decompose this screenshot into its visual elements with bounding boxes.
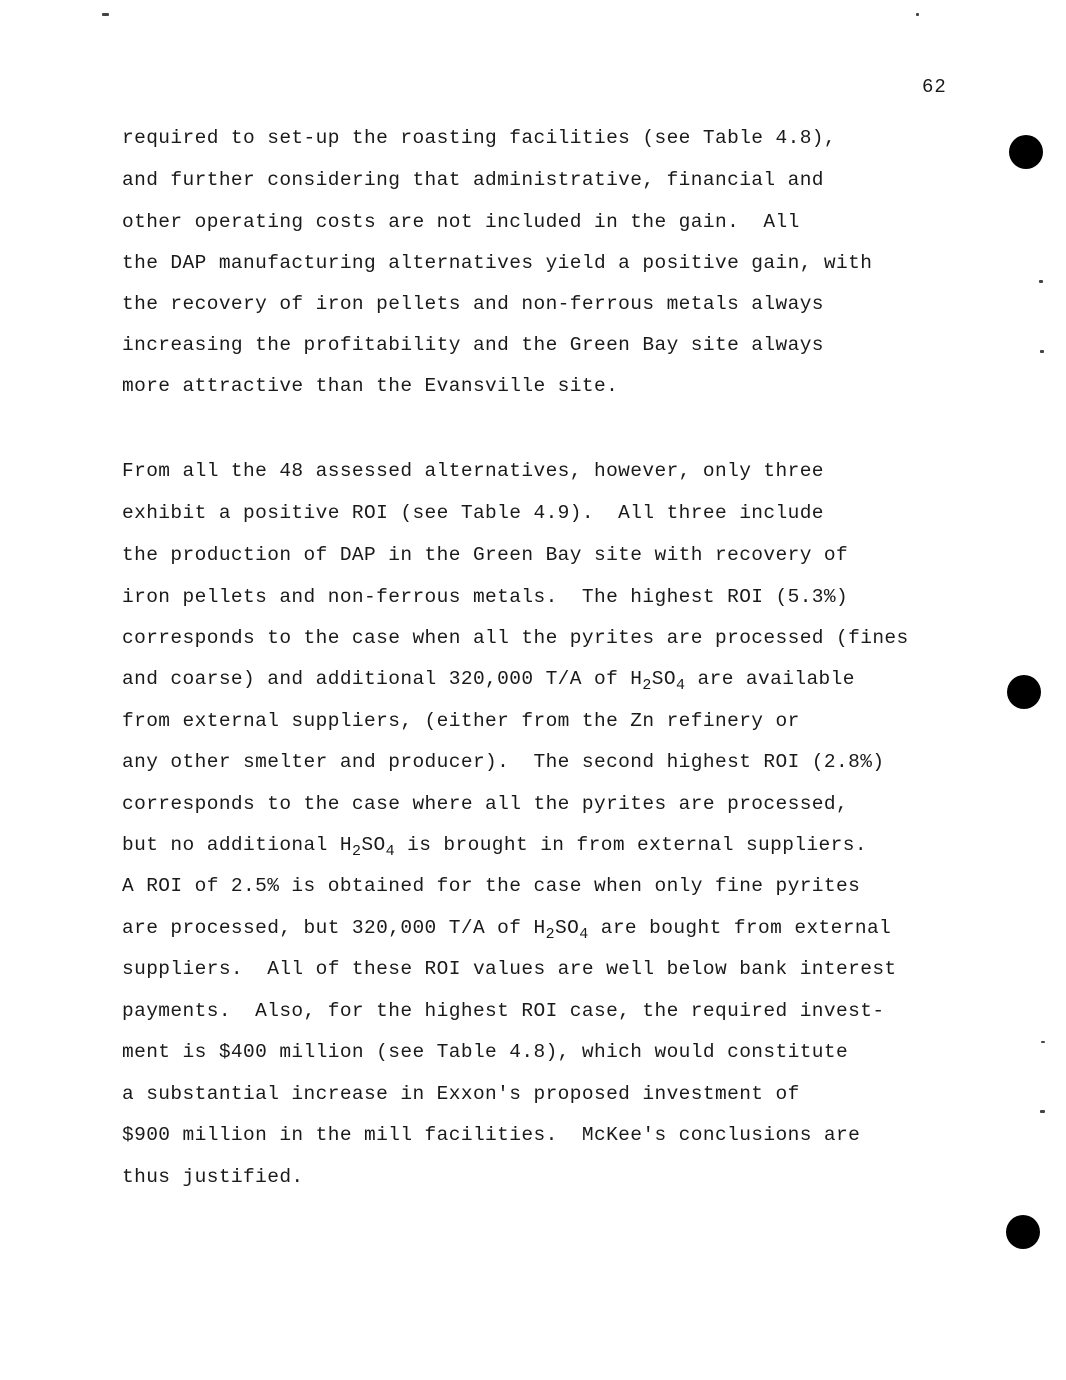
text-line: more attractive than the Evansville site. — [122, 375, 619, 397]
scan-speck — [916, 13, 919, 16]
text-line: and further considering that administrative, financial and — [122, 169, 824, 191]
text-line: other operating costs are not included in the gain. All — [122, 211, 800, 233]
scan-speck — [1040, 350, 1044, 353]
page-number: 62 — [922, 76, 947, 98]
text-line: but no additional $H_2SO_4$ is brought in from external suppliers. — [122, 834, 867, 860]
text-line: suppliers. All of these ROI values are well below bank interest — [122, 958, 897, 980]
text-line: required to set-up the roasting facilities (see Table 4.8), — [122, 127, 837, 149]
text-line: payments. Also, for the highest ROI case, the required invest- — [122, 1000, 885, 1022]
text-line: $900 million in the mill facilities. McKee's conclusions are — [122, 1124, 861, 1146]
text-line: corresponds to the case when all the pyrites are processed (fines — [122, 627, 909, 649]
text-line: and coarse) and additional 320,000 T/A of $H_2SO_4$ are available — [122, 668, 855, 694]
text-line: are processed, but 320,000 T/A of $H_2SO_4$ are bought from external — [122, 917, 892, 943]
text-line: the recovery of iron pellets and non-ferrous metals always — [122, 293, 824, 315]
scan-speck — [1041, 1041, 1045, 1043]
text-line: corresponds to the case where all the pyrites are processed, — [122, 793, 849, 815]
scan-speck — [102, 13, 109, 16]
text-line: the production of DAP in the Green Bay site with recovery of — [122, 544, 849, 566]
text-line: A ROI of 2.5% is obtained for the case when only fine pyrites — [122, 875, 861, 897]
text-line: a substantial increase in Exxon's proposed investment of — [122, 1083, 800, 1105]
punch-hole — [1007, 675, 1041, 709]
text-line: any other smelter and producer). The second highest ROI (2.8%) — [122, 751, 885, 773]
scan-speck — [1039, 280, 1043, 283]
text-line: from external suppliers, (either from the Zn refinery or — [122, 710, 800, 732]
text-line: From all the 48 assessed alternatives, however, only three — [122, 460, 824, 482]
text-line: thus justified. — [122, 1166, 304, 1188]
punch-hole — [1009, 135, 1043, 169]
text-line: exhibit a positive ROI (see Table 4.9). All three include — [122, 502, 824, 524]
text-line: the DAP manufacturing alternatives yield a positive gain, with — [122, 252, 873, 274]
text-line: ment is $400 million (see Table 4.8), which would constitute — [122, 1041, 849, 1063]
scan-speck — [1040, 1110, 1045, 1113]
text-line: iron pellets and non-ferrous metals. The highest ROI (5.3%) — [122, 586, 849, 608]
punch-hole — [1006, 1215, 1040, 1249]
text-line: increasing the profitability and the Green Bay site always — [122, 334, 824, 356]
